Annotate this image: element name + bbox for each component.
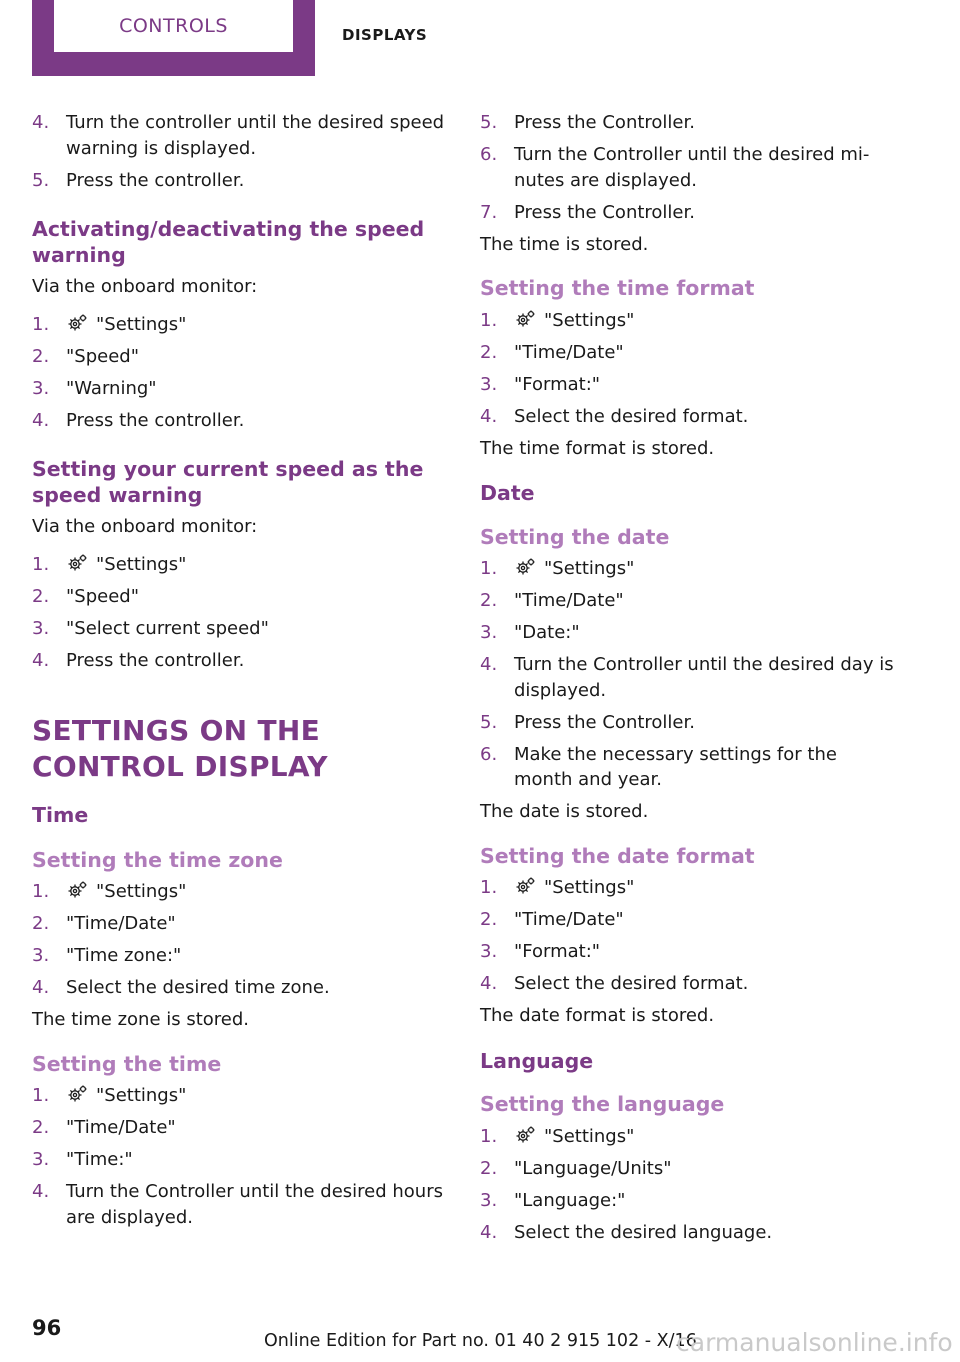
list-item xyxy=(32,616,452,642)
step-number: 2. xyxy=(480,341,498,363)
step-number: 2. xyxy=(480,909,498,930)
settings-gear-icon xyxy=(66,553,88,573)
step-text: "Time/Date" xyxy=(66,1117,176,1138)
list-item xyxy=(480,1188,900,1214)
step-number: 5. xyxy=(480,112,498,133)
list-item xyxy=(32,552,452,578)
step-text: Make the necessary settings for the month and year. xyxy=(514,743,837,790)
step-number: 4. xyxy=(480,654,498,675)
step-text: Press the controller. xyxy=(66,169,245,191)
step-number: 3. xyxy=(32,1149,50,1170)
step-number: 3. xyxy=(32,377,50,399)
list-item xyxy=(32,1179,452,1230)
step-number: 1. xyxy=(32,1085,50,1106)
step-text: Press the Controller. xyxy=(514,711,695,733)
list-item xyxy=(32,408,452,434)
edition-text: Online Edition for Part no. 01 40 2 915 102 - X/16 xyxy=(264,1331,697,1351)
result-text: The time format is stored. xyxy=(480,437,715,459)
heading-set-date: Setting the date xyxy=(480,524,670,549)
step-number: 4. xyxy=(32,1181,50,1202)
step-number: 4. xyxy=(480,1221,498,1243)
list-item xyxy=(32,584,452,610)
step-number: 4. xyxy=(32,649,50,671)
step-text: "Time/Date" xyxy=(514,909,624,930)
list-item xyxy=(32,879,452,905)
step-text: "Format:" xyxy=(514,941,601,962)
heading-time: Time xyxy=(32,803,89,827)
heading-language: Language xyxy=(480,1048,594,1073)
step-number: 1. xyxy=(32,313,50,335)
settings-gear-icon xyxy=(66,313,88,333)
step-text: "Settings" xyxy=(96,553,187,575)
heading-speed-warning: Activating/deactivating the speed warning xyxy=(32,217,425,267)
step-number: 4. xyxy=(32,409,50,431)
step-text: "Settings" xyxy=(544,309,635,331)
list-item xyxy=(32,1115,452,1141)
step-number: 3. xyxy=(480,1189,498,1211)
section-title: SETTINGS ON THE CONTROL DISPLAY xyxy=(32,714,328,783)
step-text: "Time/Date" xyxy=(514,341,624,363)
list-item xyxy=(32,376,452,402)
list-item xyxy=(480,1124,900,1150)
result-text: The time is stored. xyxy=(480,233,649,255)
step-text: Select the desired language. xyxy=(514,1221,773,1243)
heading-current-speed: Setting your current speed as the speed warning xyxy=(32,457,424,507)
step-text: "Language:" xyxy=(514,1189,626,1211)
watermark: carmanualsonline.info xyxy=(676,1328,953,1357)
list-item xyxy=(480,652,900,703)
list-item xyxy=(32,110,452,161)
step-number: 1. xyxy=(32,553,50,575)
left-column xyxy=(32,110,452,1237)
list-item xyxy=(32,312,452,338)
step-text: Turn the Controller until the desired mi‐ nutes are displayed. xyxy=(514,144,870,191)
heading-time-format: Setting the time format xyxy=(480,276,755,300)
step-text: "Speed" xyxy=(66,345,139,367)
list-item xyxy=(480,110,900,136)
result-text: The time zone is stored. xyxy=(32,1009,250,1030)
step-number: 1. xyxy=(480,1125,498,1147)
list-item xyxy=(32,1147,452,1173)
step-text: "Settings" xyxy=(96,881,187,902)
heading-set-language: Setting the language xyxy=(480,1092,725,1116)
list-item xyxy=(480,588,900,614)
step-text: "Time zone:" xyxy=(66,945,182,966)
settings-gear-icon xyxy=(514,876,536,896)
step-number: 4. xyxy=(32,977,50,998)
list-item xyxy=(32,168,452,194)
step-number: 2. xyxy=(32,913,50,934)
step-number: 2. xyxy=(480,1157,498,1179)
step-text: Press the controller. xyxy=(66,409,245,431)
list-item xyxy=(480,1156,900,1182)
settings-gear-icon xyxy=(514,309,536,329)
settings-gear-icon xyxy=(514,557,536,577)
settings-gear-icon xyxy=(66,880,88,900)
step-number: 3. xyxy=(32,945,50,966)
list-item xyxy=(32,911,452,937)
step-text: Select the desired format. xyxy=(514,973,749,994)
step-number: 4. xyxy=(32,112,50,133)
step-number: 5. xyxy=(32,169,50,191)
list-item xyxy=(480,971,900,997)
step-number: 1. xyxy=(480,877,498,898)
list-item xyxy=(480,308,900,334)
step-number: 5. xyxy=(480,711,498,733)
list-item xyxy=(480,200,900,226)
step-text: "Time/Date" xyxy=(66,913,176,934)
step-number: 3. xyxy=(480,373,498,395)
step-text: Press the Controller. xyxy=(514,201,695,223)
step-text: "Language/Units" xyxy=(514,1157,672,1179)
step-text: Select the desired format. xyxy=(514,405,749,427)
step-text: Press the Controller. xyxy=(514,112,695,133)
heading-time-zone: Setting the time zone xyxy=(32,847,283,872)
right-column xyxy=(480,110,900,1252)
list-item xyxy=(480,875,900,901)
tab-controls[interactable] xyxy=(32,0,315,76)
list-item xyxy=(480,556,900,582)
step-text: "Format:" xyxy=(514,373,601,395)
step-number: 7. xyxy=(480,201,498,223)
step-text: "Settings" xyxy=(544,558,635,579)
step-number: 1. xyxy=(32,881,50,902)
step-text: Select the desired time zone. xyxy=(66,977,330,998)
list-item xyxy=(32,344,452,370)
list-item xyxy=(480,142,900,193)
tab-displays[interactable]: DISPLAYS xyxy=(342,26,428,44)
list-item xyxy=(32,943,452,969)
step-text: Turn the Controller until the desired hours are displayed. xyxy=(66,1181,443,1228)
paragraph: Via the onboard monitor: xyxy=(32,516,258,537)
paragraph: Via the onboard monitor: xyxy=(32,276,258,297)
step-number: 3. xyxy=(480,622,498,643)
list-item xyxy=(480,907,900,933)
step-text: Turn the controller until the desired speed warning is displayed. xyxy=(66,112,445,159)
step-number: 6. xyxy=(480,144,498,165)
step-number: 4. xyxy=(480,405,498,427)
list-item xyxy=(480,710,900,736)
step-text: "Time/Date" xyxy=(514,590,624,611)
step-number: 2. xyxy=(32,1117,50,1138)
heading-date: Date xyxy=(480,481,535,505)
step-number: 2. xyxy=(32,345,50,367)
step-number: 6. xyxy=(480,743,498,765)
step-number: 2. xyxy=(480,590,498,611)
step-number: 3. xyxy=(480,941,498,962)
step-text: "Speed" xyxy=(66,585,139,607)
step-text: "Warning" xyxy=(66,377,157,399)
page-number: 96 xyxy=(32,1316,62,1340)
heading-date-format: Setting the date format xyxy=(480,843,755,868)
step-number: 1. xyxy=(480,558,498,579)
step-text: "Settings" xyxy=(96,313,187,335)
step-text: "Time:" xyxy=(66,1149,133,1170)
step-text: Turn the Controller until the desired day is displayed. xyxy=(514,654,894,701)
list-item xyxy=(480,372,900,398)
list-item xyxy=(480,742,900,793)
step-number: 3. xyxy=(32,617,50,639)
step-number: 4. xyxy=(480,973,498,994)
step-number: 1. xyxy=(480,309,498,331)
step-text: "Settings" xyxy=(96,1085,187,1106)
list-item xyxy=(480,404,900,430)
tab-controls-label: CONTROLS xyxy=(54,0,293,52)
list-item xyxy=(480,620,900,646)
list-item xyxy=(32,975,452,1001)
list-item xyxy=(32,1083,452,1109)
heading-set-time: Setting the time xyxy=(32,1051,222,1076)
result-text: The date format is stored. xyxy=(480,1005,715,1026)
settings-gear-icon xyxy=(514,1125,536,1145)
step-text: Press the controller. xyxy=(66,649,245,671)
list-item xyxy=(480,939,900,965)
list-item xyxy=(480,340,900,366)
step-text: "Settings" xyxy=(544,877,635,898)
list-item xyxy=(32,648,452,674)
list-item xyxy=(480,1220,900,1246)
step-text: "Settings" xyxy=(544,1125,635,1147)
step-text: "Select current speed" xyxy=(66,617,269,639)
settings-gear-icon xyxy=(66,1084,88,1104)
result-text: The date is stored. xyxy=(480,801,649,822)
step-number: 2. xyxy=(32,585,50,607)
step-text: "Date:" xyxy=(514,622,580,643)
